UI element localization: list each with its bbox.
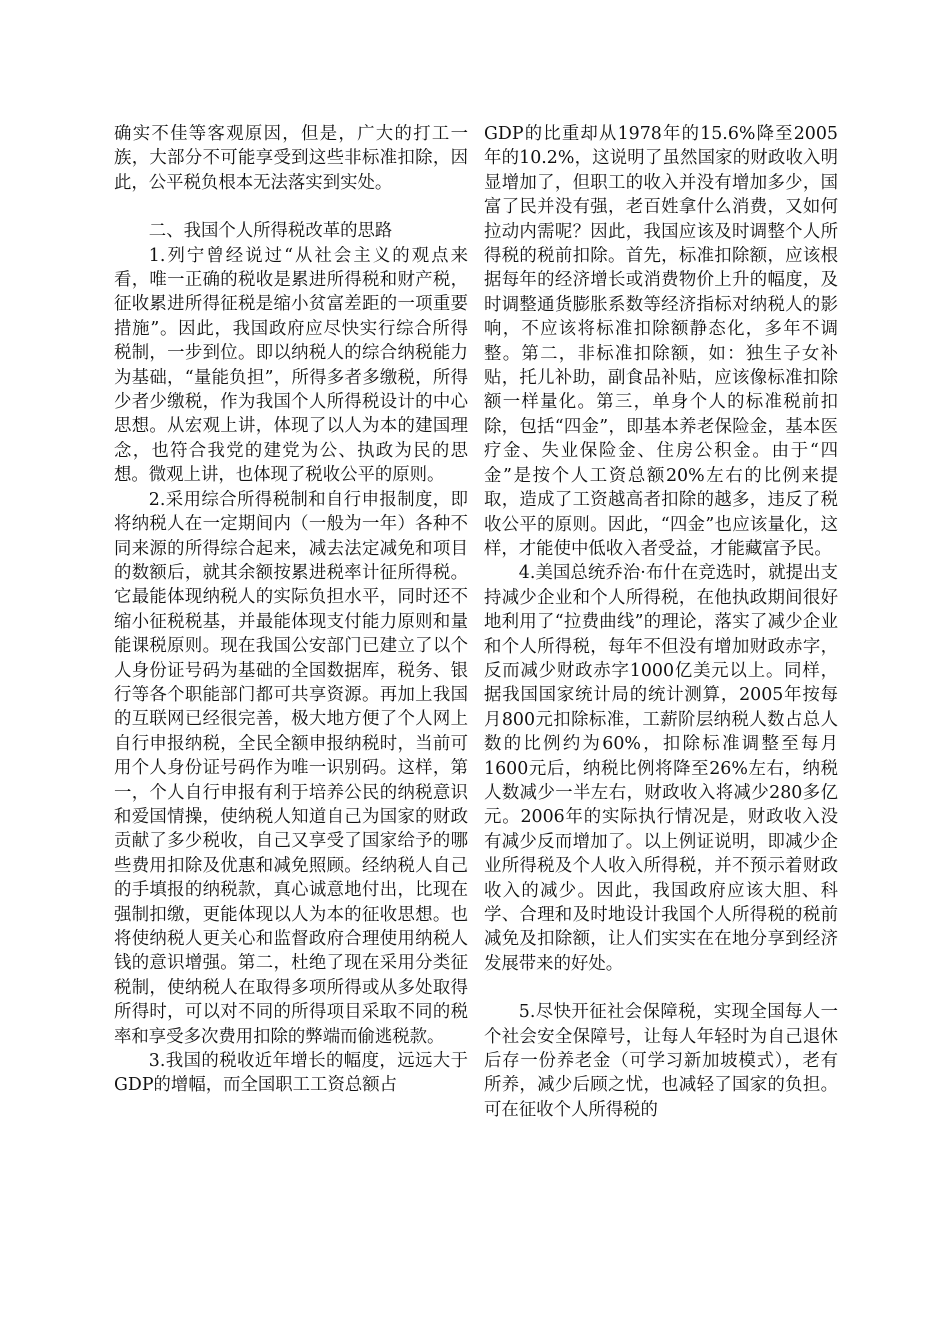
paragraph-5: 5.尽快开征社会保障税，实现全国每人一个社会安全保障号，让每人年轻时为自己退休后存一份养老金（可学习新加坡模式），老有所养，减少后顾之忧，也减轻了国家的负担。可在征收个人所得税的 [484, 1002, 838, 1120]
paragraph-3-continued: GDP的比重却从1978年的15.6%降至2005年的10.2%，这说明了虽然国家的财政收入明显增加了，但职工的收入并没有增加多少，国富了民并没有强，老百姓拿什么消费，又如何拉动内需呢？因此，我国应该及时调整个人所得税的税前扣除。首先，标准扣除额，应该根据每年的经济增长或消费物价上升的幅度，及时调整通货膨胀系数等经济指标对纳税人的影响，不应该将标准扣除额静态化，多年不调整。第二，非标准扣除额，如：独生子女补贴，托儿补助，副食品补贴，应该像标准扣除额一样量化。第三，单身个人的标准税前扣除，包括“四金”，即基本养老保险金，基本医疗金、失业保险金、住房公积金。由于“四金”是按个人工资总额20%左右的比例来提取，造成了工资越高者扣除的越多，违反了税收公平的原则。因此，“四金”也应该量化，这样，才能使中低收入者受益，才能藏富予民。 [484, 124, 838, 559]
section-heading: 二、我国个人所得税改革的思路 [148, 221, 393, 242]
spacer [484, 976, 838, 1000]
paragraph-continued: 确实不佳等客观原因，但是，广大的打工一族，大部分不可能享受到这些非标准扣除，因此，公平税负根本无法落实到实处。 [114, 124, 468, 193]
left-column [114, 122, 468, 1098]
paragraph-4: 4.美国总统乔治·布什在竞选时，就提出支持减少企业和个人所得税，在他执政期间很好地利用了“拉费曲线”的理论，落实了减少企业和个人所得税，每年不但没有增加财政赤字，反而减少财政赤字1000亿美元以上。同样，据我国国家统计局的统计测算，2005年按每月800元扣除标准，工薪阶层纳税人数占总人数的比例约为60%，扣除标准调整至每月1600元后，纳税比例将降至26%左右，纳税人数减少一半左右，财政收入将减少280多亿元。2006年的实际执行情况是，财政收入没有减少反而增加了。以上例证说明，即减少企业所得税及个人收入所得税，并不预示着财政收入的减少。因此，我国政府应该大胆、科学、合理和及时地设计我国个人所得税的税前减免及扣除额，让人们实实在在地分享到经济发展带来的好处。 [484, 563, 838, 974]
paragraph-1: 1.列宁曾经说过“从社会主义的观点来看，唯一正确的税收是累进所得税和财产税，征收累进所得征税是缩小贫富差距的一项重要措施”。因此，我国政府应尽快实行综合所得税制，一步到位。即以纳税人的综合纳税能力为基础，“量能负担”，所得多者多缴税，所得少者少缴税，作为我国个人所得税设计的中心思想。从宏观上讲，体现了以人为本的建国理念，也符合我党的建党为公、执政为民的思想。微观上讲，也体现了税收公平的原则。 [114, 245, 468, 486]
spacer [114, 195, 468, 219]
paragraph-3-start: 3.我国的税收近年增长的幅度，远远大于GDP的增幅，而全国职工工资总额占 [114, 1051, 468, 1096]
paragraph-2: 2.采用综合所得税制和自行申报制度，即将纳税人在一定期间内（一般为一年）各种不同来源的所得综合起来，减去法定减免和项目的数额后，就其余额按累进税率计征所得税。它最能体现纳税人的实际负担水平，同时还不缩小征税税基，并最能体现支付能力原则和量能课税原则。现在我国公安部门已建立了以个人身份证号码为基础的全国数据库，税务、银行等各个职能部门都可共享资源。再加上我国的互联网已经很完善，极大地方便了个人网上自行申报纳税，全民全额申报纳税时，当前可用个人身份证号码作为唯一识别码。这样，第一，个人自行申报有利于培养公民的纳税意识和爱国情操，使纳税人知道自己为国家的财政贡献了多少税收，自己又享受了国家给予的哪些费用扣除及优惠和减免照顾。经纳税人自己的手填报的纳税款，真心诚意地付出，比现在强制扣缴，更能体现以人为本的征收思想。也将使纳税人更关心和监督政府合理使用纳税人钱的意识增强。第二，杜绝了现在采用分类征税制，使纳税人在取得多项所得或从多处取得所得时，可以对不同的所得项目采取不同的税率和享受多次费用扣除的弊端而偷逃税款。 [114, 489, 468, 1047]
right-column [484, 122, 838, 1122]
